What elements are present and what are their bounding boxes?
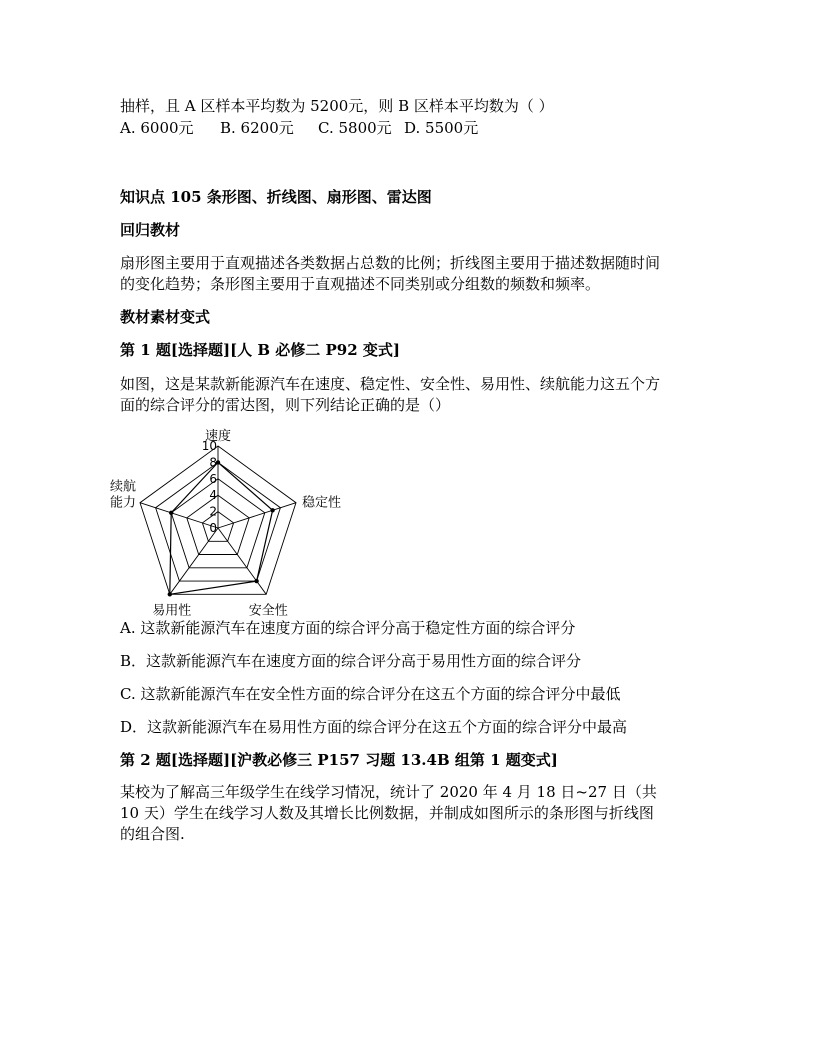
review-text-line-1: 扇形图主要用于直观描述各类数据占总数的比例；折线图主要用于描述数据随时间 [120, 254, 661, 272]
radar-tick-label-0: 0 [209, 521, 217, 535]
radar-axis-label-4-1: 易用性 [152, 603, 192, 619]
radar-data-point-4 [168, 592, 172, 596]
radar-spoke-2 [218, 503, 296, 528]
radar-spoke-3 [218, 528, 266, 594]
q2-stem-line-1: 某校为了解高三年级学生在线学习情况，统计了 2020 年 4 月 18 日~27 日（共 [120, 783, 657, 801]
radar-tick-label-8: 8 [209, 455, 217, 470]
radar-data-point-2 [270, 508, 274, 512]
radar-axis-label-5-2: 能力 [109, 495, 136, 511]
radar-tick-label-2: 2 [209, 504, 217, 519]
q1-option-c[interactable]: C. 这款新能源汽车在安全性方面的综合评分在这五个方面的综合评分中最低 [120, 685, 621, 703]
review-title: 回归教材 [120, 221, 181, 239]
section-heading: 知识点 105 条形图、折线图、扇形图、雷达图 [120, 188, 432, 206]
radar-tick-label-10: 10 [201, 439, 217, 453]
q1-title: 第 1 题[选择题][人 B 必修二 P92 变式] [120, 341, 400, 359]
radar-spoke-5 [140, 503, 218, 528]
review-text-line-2: 的变化趋势；条形图主要用于直观描述不同类别或分组数的频数和频率。 [120, 275, 601, 293]
radar-axis-label-1-1: 速度 [204, 429, 232, 444]
q1-option-b[interactable]: B．这款新能源汽车在速度方面的综合评分高于易用性方面的综合评分 [120, 652, 582, 670]
intro-line: 抽样，且 A 区样本平均数为 5200元，则 B 区样本平均数为（ ） [120, 97, 554, 115]
radar-axis-label-3-1: 安全性 [248, 603, 288, 619]
variant-title: 教材素材变式 [120, 308, 211, 326]
q1-stem-line-1: 如图，这是某款新能源汽车在速度、稳定性、安全性、易用性、续航能力这五个方 [120, 375, 661, 393]
radar-tick-label-6: 6 [209, 471, 217, 486]
radar-spoke-4 [170, 528, 218, 594]
q2-stem-line-3: 的组合图. [120, 825, 185, 843]
radar-data-point-3 [254, 579, 258, 583]
intro-option-a: A. 6000元 [120, 119, 194, 137]
radar-axis-label-2-1: 稳定性 [302, 495, 342, 511]
q1-option-a[interactable]: A. 这款新能源汽车在速度方面的综合评分高于稳定性方面的综合评分 [120, 619, 576, 637]
q1-stem-line-2: 面的综合评分的雷达图，则下列结论正确的是（） [120, 396, 451, 414]
intro-option-b: B. 6200元 [220, 119, 294, 137]
radar-axis-label-5-1: 续航 [109, 479, 136, 495]
radar-chart [109, 422, 350, 619]
intro-options [120, 118, 710, 138]
q1-option-d[interactable]: D．这款新能源汽车在易用性方面的综合评分在这五个方面的综合评分中最高 [120, 718, 628, 736]
radar-data-series [170, 462, 273, 594]
intro-option-c: C. 5800元 [318, 119, 392, 137]
radar-data-point-5 [169, 511, 173, 515]
intro-option-d: D. 5500元 [404, 119, 479, 137]
q2-stem-line-2: 10 天）学生在线学习人数及其增长比例数据，并制成如图所示的条形图与折线图 [120, 804, 654, 822]
radar-tick-label-4: 4 [209, 488, 217, 503]
q2-title: 第 2 题[选择题][沪教必修三 P157 习题 13.4B 组第 1 题变式] [120, 751, 558, 769]
